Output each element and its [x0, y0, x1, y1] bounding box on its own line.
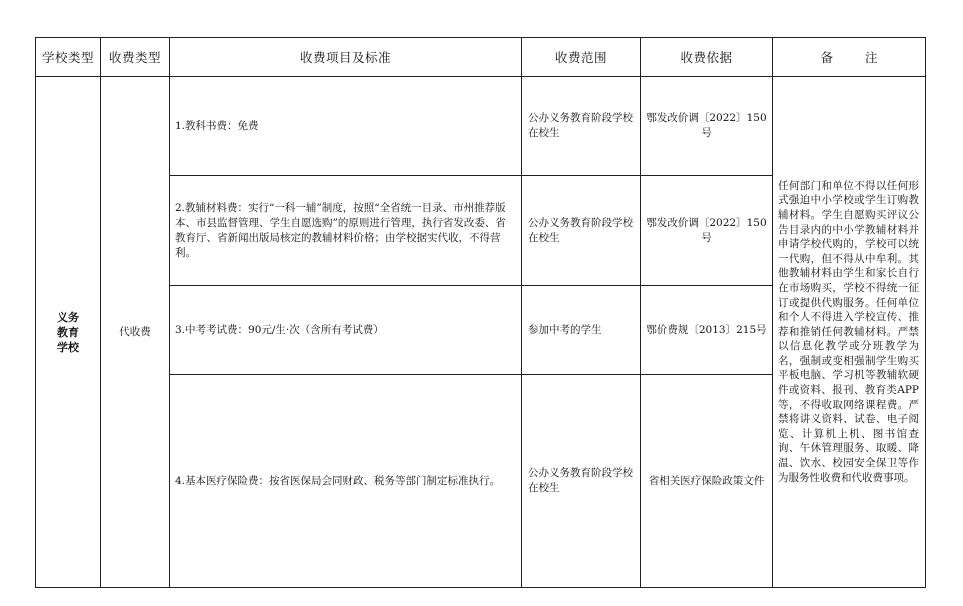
header-note: 备 注 [773, 38, 926, 77]
basis-cell: 鄂发改价调〔2022〕150号 [641, 77, 773, 176]
basis-cell: 省相关医疗保险政策文件 [641, 375, 773, 588]
item-cell: 2.教辅材料费：实行“一科一辅”制度，按照“全省统一目录、市州推荐版本、市县监督管理、学生自愿选购”的原则进行管理，执行省发改委、省教育厅、省新闻出版局核定的教辅材料价格；由学校据实代收，不得营利。 [170, 176, 522, 286]
header-school-type: 学校类型 [36, 38, 101, 77]
scope-cell: 公办义务教育阶段学校在校生 [522, 375, 641, 588]
item-cell: 3.中考考试费：90元/生·次（含所有考试费） [170, 286, 522, 375]
scope-cell: 参加中考的学生 [522, 286, 641, 375]
table-row [36, 77, 926, 176]
school-type-line: 教育 [57, 325, 79, 339]
header-items: 收费项目及标准 [170, 38, 522, 77]
school-type-cell [36, 77, 101, 588]
basis-cell: 鄂发改价调〔2022〕150号 [641, 176, 773, 286]
scope-cell: 公办义务教育阶段学校在校生 [522, 176, 641, 286]
note-cell: 任何部门和单位不得以任何形式强迫中小学校或学生订购教辅材料。学生自愿购买评议公告目录内的中小学教辅材料并申请学校代购的，学校可以统一代购，但不得从中牟利。其他教辅材料由学生和家长自行在市场购买，学校不得统一征订或提供代购服务。任何单位和个人不得进入学校宣传、推荐和推销任何教辅材料。严禁以信息化教学或分班教学为名，强制或变相强制学生购买平板电脑、学习机等教辅软硬件或资料、报刊、教育类APP等，不得收取网络课程费。严禁将讲义资料、试卷、电子阅览、计算机上机、图书馆查询、午休管理服务、取暖、降温、饮水、校园安全保卫等作为服务性收费和代收费事项。 [773, 77, 926, 588]
header-scope: 收费范围 [522, 38, 641, 77]
school-type-line: 义务 [57, 310, 79, 324]
item-cell: 1.教科书费：免费 [170, 77, 522, 176]
school-type-line: 学校 [57, 340, 79, 354]
fee-table [35, 37, 926, 588]
item-cell: 4.基本医疗保险费：按省医保局会同财政、税务等部门制定标准执行。 [170, 375, 522, 588]
basis-cell: 鄂价费规〔2013〕215号 [641, 286, 773, 375]
scope-cell: 公办义务教育阶段学校在校生 [522, 77, 641, 176]
header-basis: 收费依据 [641, 38, 773, 77]
header-row [36, 38, 926, 77]
fee-type-cell: 代收费 [101, 77, 170, 588]
header-fee-type: 收费类型 [101, 38, 170, 77]
